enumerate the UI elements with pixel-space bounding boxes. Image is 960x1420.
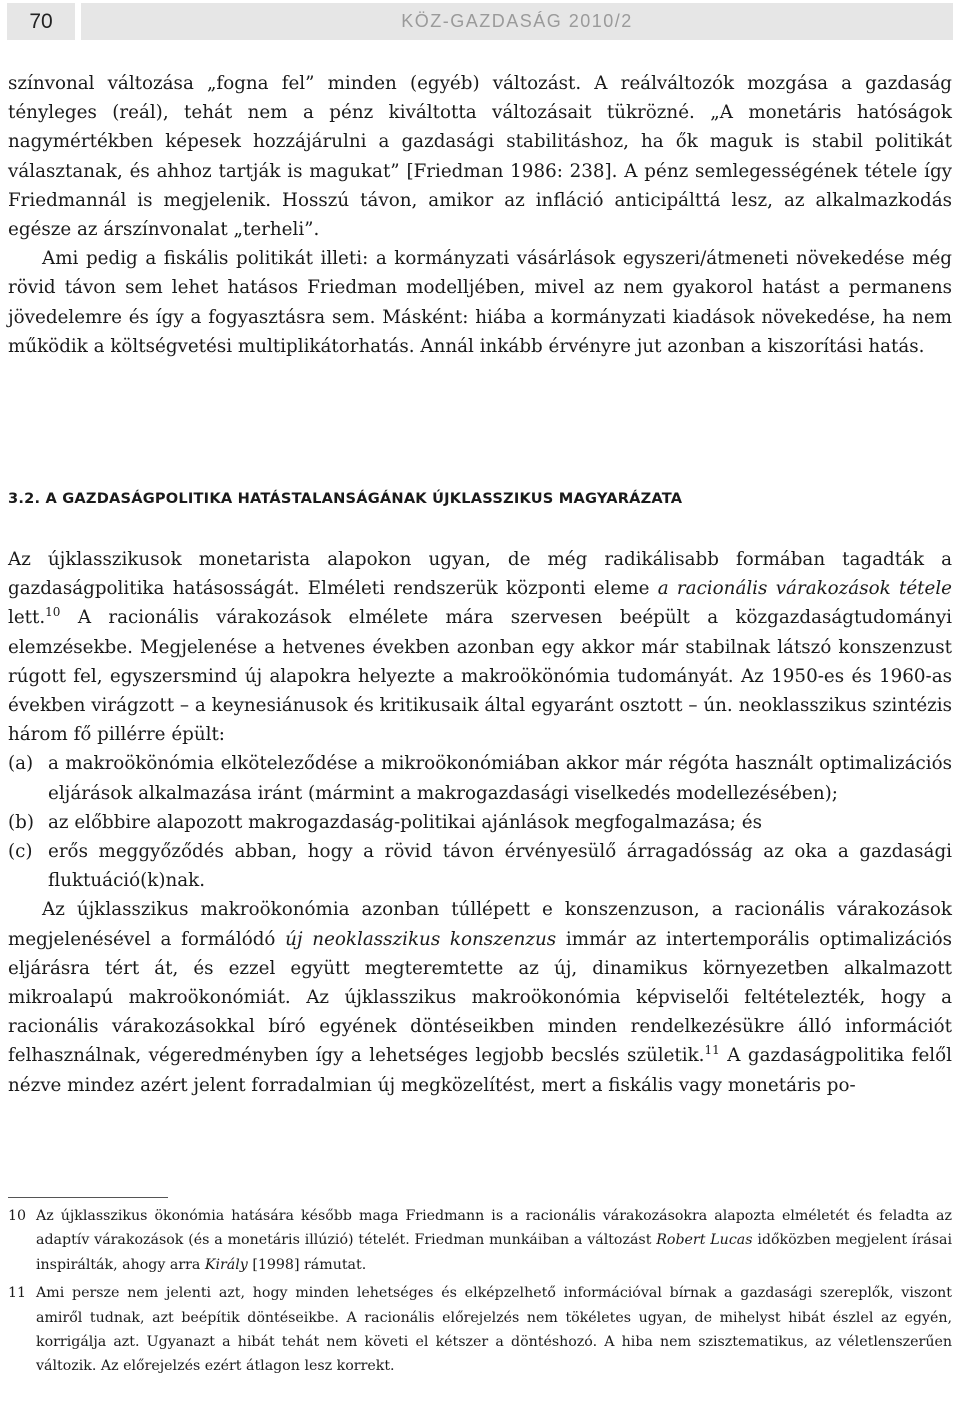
paragraph: színvonal változása „fogna fel” minden (egyéb) változást. A reálváltozók mozgása a gazdaság tényleges (reál), tehát nem a pénz kiváltotta változásait tükrözné. „A monetáris hatóságok nagymértékben képesek hozzájárulni a gazdasági stabilitáshoz, ha ők maguk is stabil politikát választanak, és ahhoz tartják is magukat” [Friedman 1986: 238]. A pénz semlegességének tétele így Friedmannál is megjelenik. Hosszú távon, amikor az infláció anticipálttá lesz, az alkalmazkodás egésze az árszínvonalat „terheli”. (8, 73, 952, 241)
paragraph: Ami pedig a fiskális politikát illeti: a kormányzati vásárlások egyszeri/átmeneti növekedése még rövid távon sem lehet hatásos Friedman modelljében, mivel az nem gyakorol hatást a permanens jövedelemre és így a fogyasztásra sem. Másként: hiába a kormányzati kiadások növekedése, ha nem működik a költségvetési multiplikátorhatás. Annál inkább érvényre jut azonban a kiszorítási hatás. (8, 248, 952, 357)
list-item-text: a makroökönómia elköteleződése a mikroökonómiában akkor már régóta használt optimalizációs eljárások alkalmazása iránt (mármint a makrogazdasági viselkedés modellezésében); (48, 753, 952, 804)
list-marker: (a) (8, 753, 34, 775)
emphasis: a racionális várakozások tétele (657, 578, 952, 600)
footnote (8, 1281, 952, 1379)
page-header (7, 3, 953, 40)
footnote-text: Az újklasszikus ökonómia hatására később maga Friedmann is a racionális várakozásokra alapozta elméletét és feladta az adaptív várakozások (és a monetáris illúzió) tételét. Friedman munkáiban a változást Robert Lucas időközben megjelent írásai inspirálták, ahogy arra Király [1998] rámutat. (36, 1208, 952, 1273)
list-item-text: erős meggyőződés abban, hogy a rövid távon érvényesülő árragadósság az oka a gazdasági fluktuáció(k)nak. (48, 841, 952, 892)
section-text (8, 545, 952, 1100)
footnote-ref[interactable]: 10 (45, 605, 61, 620)
footnote-number: 10 (8, 1208, 27, 1224)
list-item-text: az előbbire alapozott makrogazdaság-politikai ajánlások megfogalmazása; és (48, 811, 762, 833)
footnote (8, 1204, 952, 1277)
footnote-ref[interactable]: 11 (704, 1043, 720, 1058)
list-marker: (b) (8, 811, 34, 833)
footnote-number: 11 (8, 1285, 27, 1302)
paragraph: Az újklasszikusok monetarista alapokon ugyan, de még radikálisabb formában tagadták a gazdaságpolitika hatásosságát. Elméleti rendszerük központi eleme a racionális várakozások tétele lett.$^{10}$ A racionális várakozások elmélete mára szervesen beépült a közgazdaságtudományi elemzésekbe. Megjelenése a hetvenes években azonban egy akkor már stabilnak látszó konszenzust rúgott fel, egyszersmind új alapokra helyezte a makroökönómia tudományát. Az 1950-es és 1960-as években virágzott – a keynesiánusok és kritikusaik által egyaránt osztott – ún. neoklasszikus szintézis három fő pillérre épült: (8, 549, 952, 746)
list-item (8, 749, 952, 807)
journal-title: KÖZ-GAZDASÁG 2010/2 (81, 3, 953, 40)
intro-text (8, 69, 952, 361)
footnote-divider (8, 1197, 168, 1198)
list-item (8, 837, 952, 895)
paragraph: Az újklasszikus makroökonómia azonban túllépett e konszenzuson, a racionális várakozások megjelenésével a formálódó új neoklasszikus konszenzus immár az intertemporális optimalizációs eljárásra tért át, és ezzel együtt megteremtette az új, dinamikus környezetben alkalmazott mikroalapú makroökonómiát. Az újklasszikus makroökonómia képviselői feltételezték, hogy a racionális várakozásokkal bíró egyének döntéseikben minden rendelkezésükre álló információt felhasználnak, végeredményben így a lehetséges legjobb becslés születik.$^{11}$ A gazdaságpolitika felől nézve mindez azért jelent forradalmian új megközelítést, mert a fiskális vagy monetáris po- (8, 899, 953, 1096)
list-marker: (c) (8, 841, 33, 863)
footnote-text: Ami persze nem jelenti azt, hogy minden lehetséges és elképzelhető információval bírnak a gazdasági szereplők, viszont amiről tudnak, azt beépítik döntéseikbe. A racionális előrejelzés nem tökéletes ugyan, de mihelyst hibát észlel az egyén, korrigálja azt. Ugyanazt a hibát tehát nem követi el kétszer a döntéshozó. A hiba nem szisztematikus, az véletlenszerűen változik. Az előrejelzés ezért átlagon lesz korrekt. (36, 1285, 952, 1375)
list-item (8, 808, 952, 837)
emphasis: új neoklasszikus konszenzus (285, 928, 557, 950)
page-number: 70 (7, 3, 75, 40)
section-heading: 3.2. A GAZDASÁGPOLITIKA HATÁSTALANSÁGÁNAK ÚJKLASSZIKUS MAGYARÁZATA (8, 490, 683, 507)
footnotes (8, 1204, 952, 1383)
